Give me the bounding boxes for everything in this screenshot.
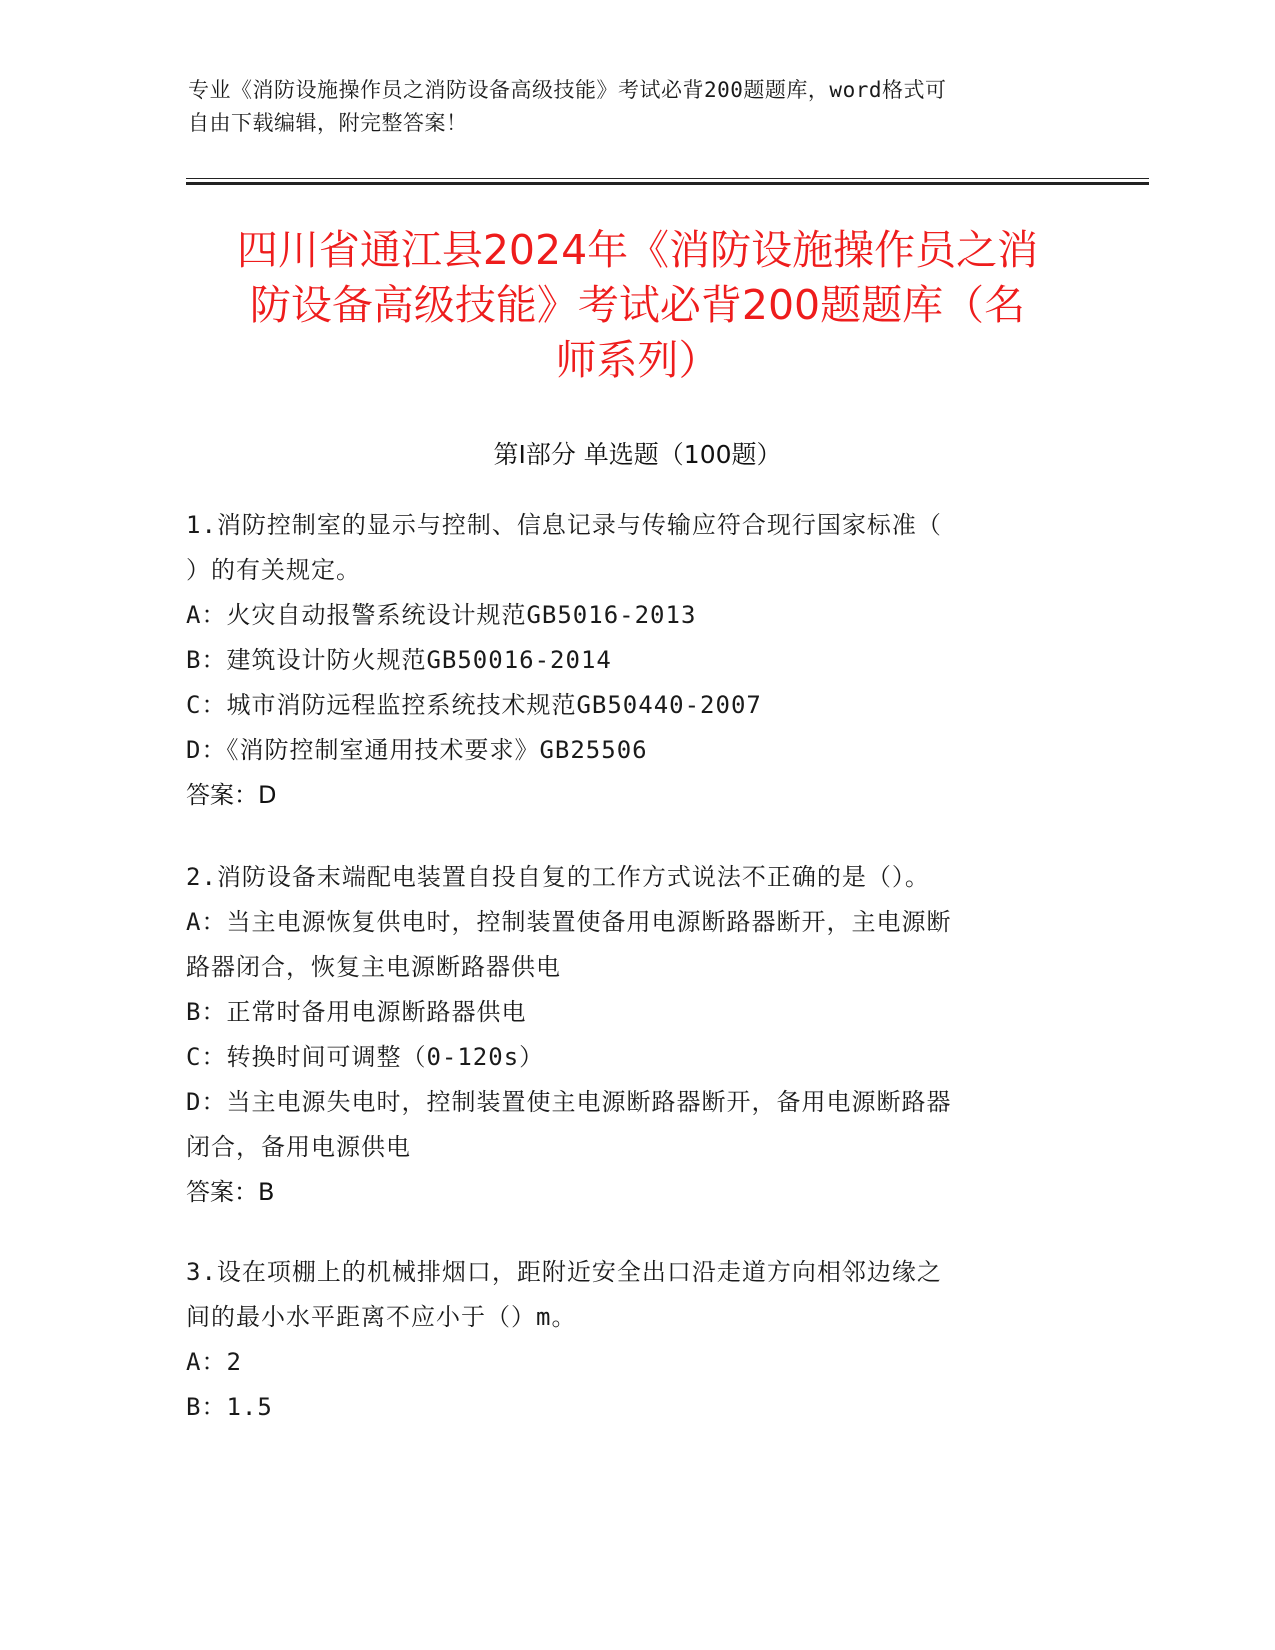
question-3 [186, 1250, 1086, 1430]
divider-thin [186, 178, 1149, 179]
option-d: D：《消防控制室通用技术要求》GB25506 [186, 736, 648, 764]
intro-line: 自由下载编辑，附完整答案！ [188, 111, 468, 135]
option-a: A：火灾自动报警系统设计规范GB5016-2013 [186, 601, 697, 629]
option-a: A：2 [186, 1348, 242, 1376]
title-line: 防设备高级技能》考试必背200题题库（名 [249, 281, 1026, 329]
option-b: B：正常时备用电源断路器供电 [186, 998, 527, 1026]
title-line: 四川省通江县2024年《消防设施操作员之消 [236, 226, 1039, 274]
question-stem-line: 1.消防控制室的显示与控制、信息记录与传输应符合现行国家标准（ [186, 511, 942, 539]
option-c: C：城市消防远程监控系统技术规范GB50440-2007 [186, 691, 762, 719]
question-stem-line: 2.消防设备末端配电装置自投自复的工作方式说法不正确的是（）。 [186, 863, 930, 891]
question-2 [186, 855, 1086, 1215]
question-stem-line: ）的有关规定。 [186, 556, 361, 584]
answer-label: 答案：B [186, 1178, 275, 1206]
option-d: D：当主电源失电时，控制装置使主电源断路器断开，备用电源断路器 [186, 1088, 952, 1116]
option-a: A：当主电源恢复供电时，控制装置使备用电源断路器断开，主电源断 [186, 908, 952, 936]
option-b: B：1.5 [186, 1393, 273, 1421]
section-heading: 第Ⅰ部分 单选题（100题） [493, 440, 782, 469]
page-title [160, 223, 1115, 388]
intro-text [188, 74, 1088, 140]
option-b: B：建筑设计防火规范GB50016-2014 [186, 646, 612, 674]
option-a-continued: 路器闭合，恢复主电源断路器供电 [186, 953, 561, 981]
title-line: 师系列） [555, 336, 720, 384]
intro-line: 专业《消防设施操作员之消防设备高级技能》考试必背200题题库，word格式可 [188, 78, 947, 102]
question-1 [186, 503, 1086, 818]
answer-label: 答案：D [186, 781, 277, 809]
question-stem-line: 3.设在项棚上的机械排烟口，距附近安全出口沿走道方向相邻边缘之 [186, 1258, 942, 1286]
divider-thick [186, 182, 1149, 185]
question-stem-line: 间的最小水平距离不应小于（）m。 [186, 1303, 577, 1331]
option-c: C：转换时间可调整（0-120s） [186, 1043, 545, 1071]
option-d-continued: 闭合，备用电源供电 [186, 1133, 411, 1161]
